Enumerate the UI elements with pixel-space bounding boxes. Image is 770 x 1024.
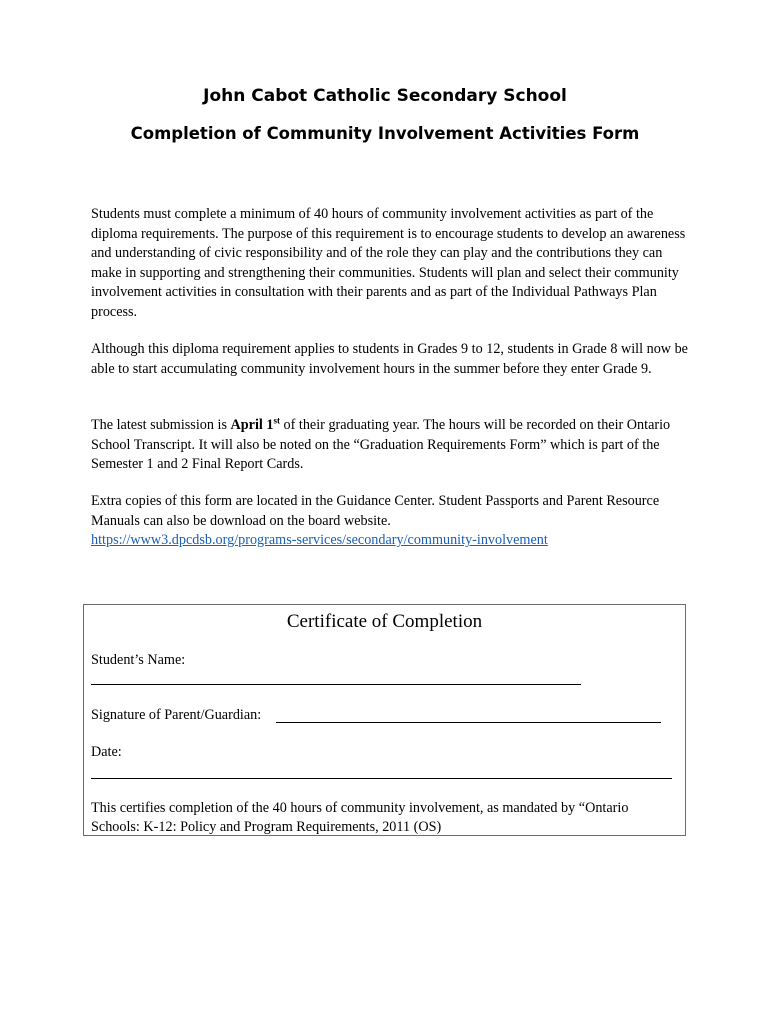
copies-text: Extra copies of this form are located in the Guidance Center. Student Passports and Parent Resource Manuals can also be download on the board website. xyxy=(91,493,660,529)
intro-paragraph-requirements: Students must complete a minimum of 40 hours of community involvement activities as part of the diploma requirements. The purpose of this requirement is to encourage students to develop an awareness and understanding of civic responsibility and of the role they can play and the contributions they can make in supporting and strengthening their communities. Students will plan and select their community involvement activities in consultation with their parents and as part of the Individual Pathways Plan process. xyxy=(91,206,686,320)
form-title: Completion of Community Involvement Activities Form xyxy=(130,124,640,143)
submission-text-before: The latest submission is xyxy=(91,417,231,433)
date-field[interactable] xyxy=(91,778,672,779)
intro-paragraph-grade8: Although this diploma requirement applies to students in Grades 9 to 12, students in Grade 8 will now be able to start accumulating community involvement hours in the summer before they enter Grade 9. xyxy=(91,341,688,377)
submission-text-after: of their graduating year. The hours will be recorded on their Ontario School Transcript. It will also be noted on the “Graduation Requirements Form” which is part of the Semester 1 and 2 Final Report Cards. xyxy=(91,417,671,473)
school-name: John Cabot Catholic Secondary School xyxy=(203,86,567,106)
date-label: Date: xyxy=(91,744,122,760)
signature-field[interactable] xyxy=(276,722,661,723)
board-website-link[interactable]: https://www3.dpcdsb.org/programs-services/secondary/community-involvement xyxy=(91,532,548,549)
certificate-title: Certificate of Completion xyxy=(286,611,483,632)
intro-paragraph-submission xyxy=(91,416,691,475)
intro-paragraph-copies xyxy=(91,492,691,551)
student-name-label: Student’s Name: xyxy=(91,652,186,668)
certificate-box xyxy=(83,604,686,836)
certificate-footer: This certifies completion of the 40 hours of community involvement, as mandated by “Ontario Schools: K-12: Policy and Program Requirements, 2011 (OS) xyxy=(91,800,629,835)
signature-label: Signature of Parent/Guardian: xyxy=(91,707,262,723)
submission-date-text: April 1 xyxy=(230,417,274,433)
student-name-field[interactable] xyxy=(91,684,581,685)
submission-date xyxy=(231,417,280,433)
submission-date-suffix: st xyxy=(273,415,280,426)
